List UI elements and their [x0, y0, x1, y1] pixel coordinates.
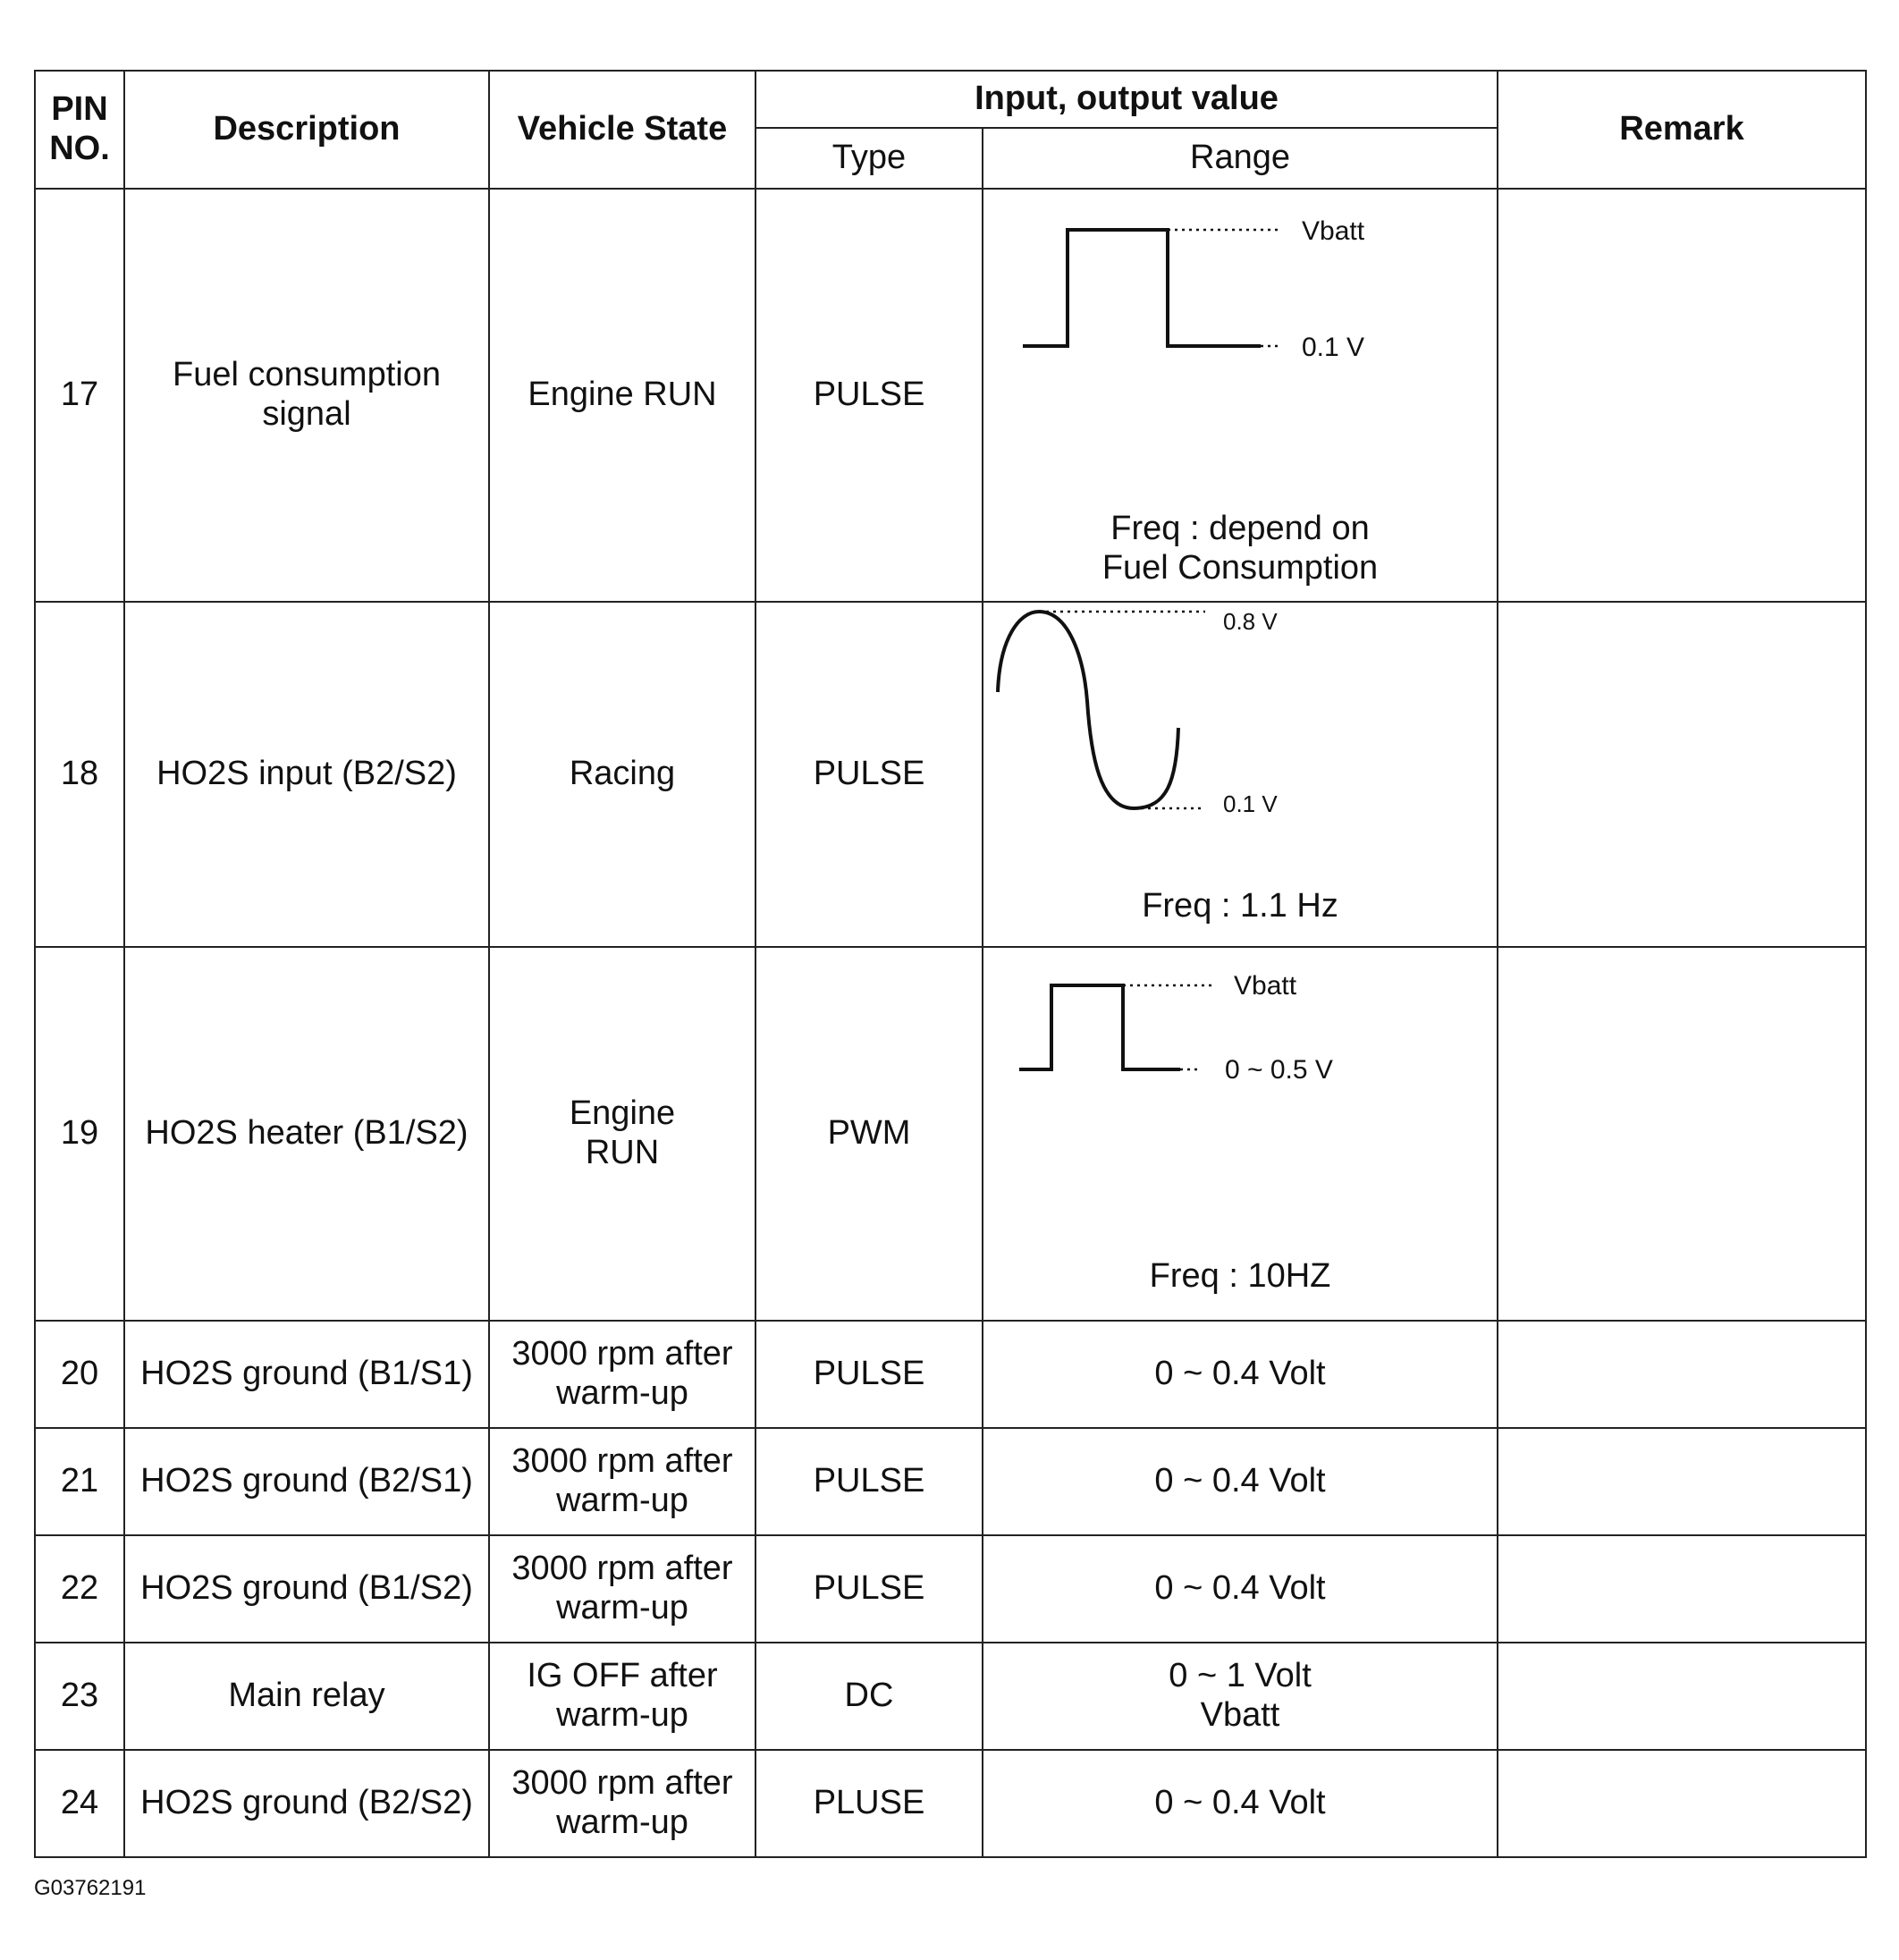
- range-cell: [983, 947, 1498, 1321]
- table-row: [35, 189, 1866, 602]
- vehicle-state-cell: Engine RUN: [489, 947, 755, 1321]
- description-cell: HO2S ground (B1/S1): [124, 1321, 489, 1428]
- pin-number: 18: [35, 602, 124, 947]
- header-range: Range: [983, 128, 1498, 189]
- header-remark: Remark: [1498, 71, 1866, 189]
- frequency-note: Freq : 10HZ: [1149, 1257, 1331, 1295]
- type-cell: PULSE: [755, 1321, 983, 1428]
- vehicle-state-cell: IG OFF after warm-up: [489, 1643, 755, 1750]
- header-description: Description: [124, 71, 489, 189]
- type-cell: PLUSE: [755, 1750, 983, 1857]
- range-cell: 0 ~ 0.4 Volt: [983, 1321, 1498, 1428]
- range-cell: 0 ~ 0.4 Volt: [983, 1428, 1498, 1535]
- range-cell: 0 ~ 0.4 Volt: [983, 1750, 1498, 1857]
- high-level-label: Vbatt: [1234, 971, 1297, 1001]
- remark-cell: [1498, 602, 1866, 947]
- low-level-label: 0.1 V: [1302, 333, 1365, 362]
- table-row: [35, 1643, 1866, 1750]
- vehicle-state-cell: 3000 rpm after warm-up: [489, 1321, 755, 1428]
- table-row: [35, 1428, 1866, 1535]
- pin-number: 21: [35, 1428, 124, 1535]
- table-row: [35, 602, 1866, 947]
- remark-cell: [1498, 1535, 1866, 1643]
- remark-cell: [1498, 1643, 1866, 1750]
- pin-number: 22: [35, 1535, 124, 1643]
- range-cell: [983, 602, 1498, 947]
- frequency-note: Freq : 1.1 Hz: [1142, 887, 1338, 925]
- pin-number: 19: [35, 947, 124, 1321]
- table-row: [35, 1535, 1866, 1643]
- pin-number: 23: [35, 1643, 124, 1750]
- type-cell: PULSE: [755, 602, 983, 947]
- table-row: [35, 1321, 1866, 1428]
- remark-cell: [1498, 1428, 1866, 1535]
- header-pin-no: PIN NO.: [35, 71, 124, 189]
- vehicle-state-cell: 3000 rpm after warm-up: [489, 1750, 755, 1857]
- pin-number: 24: [35, 1750, 124, 1857]
- range-cell: [983, 189, 1498, 602]
- description-cell: Fuel consumption signal: [124, 189, 489, 602]
- remark-cell: [1498, 1321, 1866, 1428]
- vehicle-state-cell: 3000 rpm after warm-up: [489, 1535, 755, 1643]
- high-level-label: Vbatt: [1302, 216, 1365, 246]
- low-level-label: 0 ~ 0.5 V: [1225, 1055, 1333, 1085]
- pin-number: 20: [35, 1321, 124, 1428]
- remark-cell: [1498, 1750, 1866, 1857]
- low-level-label: 0.1 V: [1223, 790, 1278, 817]
- header-type: Type: [755, 128, 983, 189]
- frequency-note: Freq : depend on Fuel Consumption: [1101, 510, 1379, 587]
- sine-wave-diagram: [983, 603, 1498, 835]
- description-cell: Main relay: [124, 1643, 489, 1750]
- vehicle-state-cell: Racing: [489, 602, 755, 947]
- description-cell: HO2S ground (B2/S1): [124, 1428, 489, 1535]
- description-cell: HO2S ground (B2/S2): [124, 1750, 489, 1857]
- type-cell: PULSE: [755, 1535, 983, 1643]
- type-cell: PWM: [755, 947, 983, 1321]
- description-cell: HO2S input (B2/S2): [124, 602, 489, 947]
- table-row: [35, 1750, 1866, 1857]
- vehicle-state-cell: 3000 rpm after warm-up: [489, 1428, 755, 1535]
- remark-cell: [1498, 947, 1866, 1321]
- range-cell: 0 ~ 1 Volt Vbatt: [983, 1643, 1498, 1750]
- square-wave-diagram: [983, 190, 1498, 458]
- pwm-wave-diagram: [983, 948, 1498, 1109]
- remark-cell: [1498, 189, 1866, 602]
- description-cell: HO2S heater (B1/S2): [124, 947, 489, 1321]
- range-cell: 0 ~ 0.4 Volt: [983, 1535, 1498, 1643]
- pin-table: [34, 70, 1867, 1858]
- pin-number: 17: [35, 189, 124, 602]
- high-level-label: 0.8 V: [1223, 608, 1278, 635]
- table-row: [35, 947, 1866, 1321]
- type-cell: PULSE: [755, 189, 983, 602]
- vehicle-state-cell: Engine RUN: [489, 189, 755, 602]
- type-cell: PULSE: [755, 1428, 983, 1535]
- type-cell: DC: [755, 1643, 983, 1750]
- header-vehicle-state: Vehicle State: [489, 71, 755, 189]
- description-cell: HO2S ground (B1/S2): [124, 1535, 489, 1643]
- figure-id: G03762191: [34, 1876, 147, 1900]
- header-io-value: Input, output value: [755, 71, 1498, 128]
